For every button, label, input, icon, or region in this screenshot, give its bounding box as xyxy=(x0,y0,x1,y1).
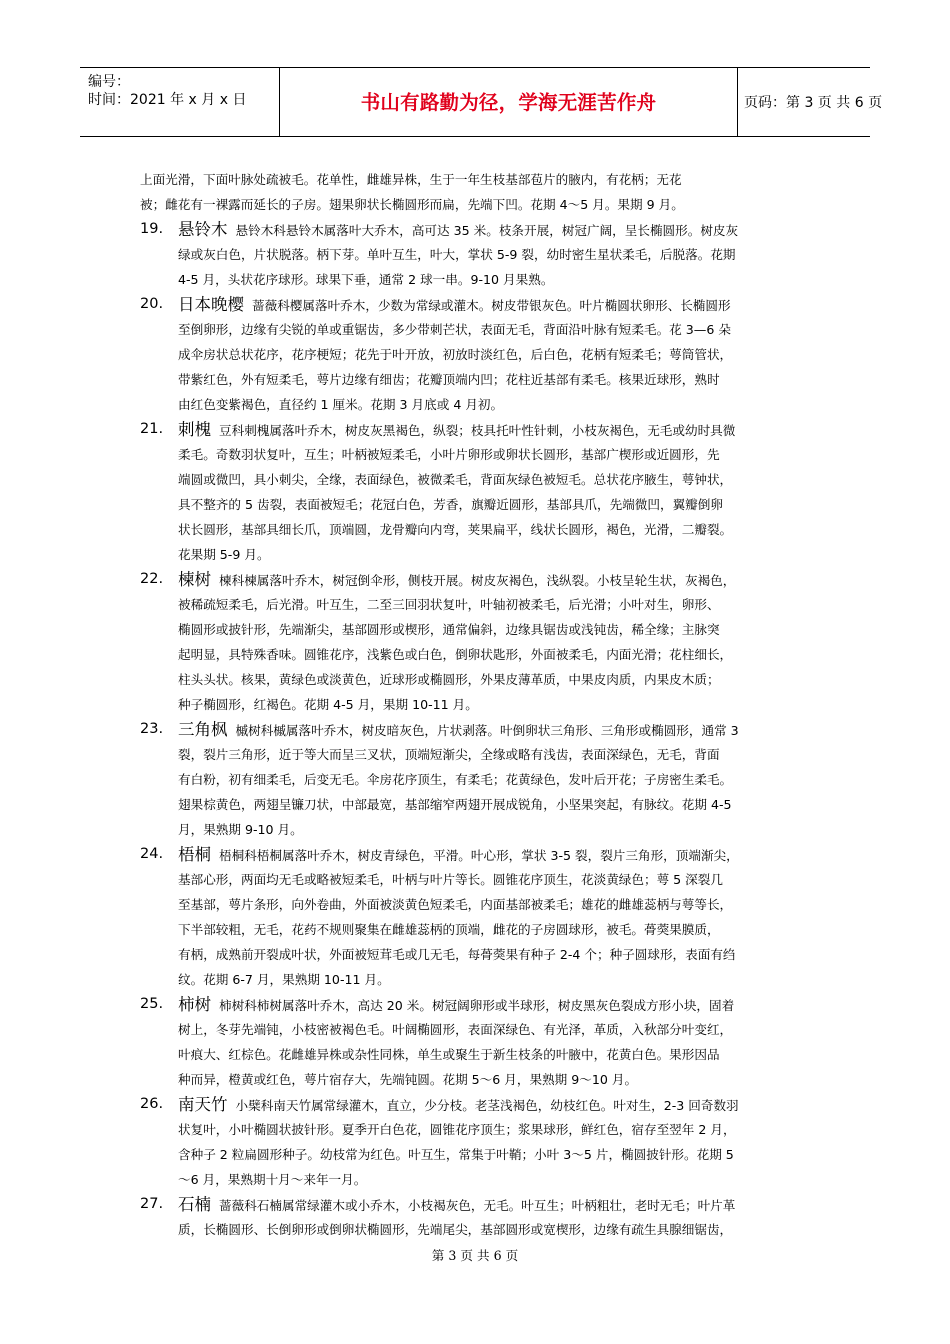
plant-entry xyxy=(140,1092,840,1192)
header-meta-cell xyxy=(80,68,280,136)
entry-first-line xyxy=(178,567,840,592)
header-motto-cell xyxy=(280,68,738,136)
plant-entry xyxy=(140,567,840,717)
plant-entry xyxy=(140,217,840,292)
entry-number: 23. xyxy=(140,721,164,737)
plant-entry xyxy=(140,992,840,1092)
entry-description-start: 楝科楝属落叶乔木，树冠倒伞形，侧枝开展。树皮灰褐色，浅纵裂。小枝呈轮生状，灰褐色， xyxy=(219,573,736,588)
entry-description-start: 柿树科柿树属落叶乔木，高达 20 米。树冠阔卵形或半球形，树皮黑灰色裂成方形小块，固着 xyxy=(219,998,735,1013)
entry-first-line xyxy=(178,1092,840,1117)
entry-description-line: 翅果棕黄色，两翅呈镰刀状，中部最宽，基部缩窄两翅开展成锐角，小坚果突起，有脉纹。花期 4-5 xyxy=(178,797,732,812)
entry-description-line: 种而异，橙黄或红色，萼片宿存大，先端钝圆。花期 5～6 月，果熟期 9～10 月。 xyxy=(178,1072,638,1087)
entry-description-start: 豆科刺槐属落叶乔木，树皮灰黑褐色，纵裂；枝具托叶性针刺，小枝灰褐色，无毛或幼时具微 xyxy=(219,423,736,438)
entry-first-line xyxy=(178,417,840,442)
plant-name: 楝树 xyxy=(178,570,211,589)
entry-first-line xyxy=(178,717,840,742)
entry-number: 24. xyxy=(140,846,164,862)
entry-description-line: 由红色变紫褐色，直径约 1 厘米。花期 3 月底或 4 月初。 xyxy=(178,397,504,412)
date-label: 时间：2021 年 x 月 x 日 xyxy=(88,92,247,108)
entry-description-line: 具不整齐的 5 齿裂，表面被短毛；花冠白色，芳香，旗瓣近圆形，基部具爪，先端微凹，翼瓣倒卵 xyxy=(178,497,723,512)
entry-body xyxy=(178,717,840,842)
entry-description-line: 有柄，成熟前开裂成叶状，外面被短茸毛或几无毛，每蓇葖果有种子 2-4 个；种子圆球形，表面有绉 xyxy=(178,947,736,962)
entry-description-line: 成伞房状总状花序，花序梗短；花先于叶开放，初放时淡红色，后白色，花柄有短柔毛；萼筒管状， xyxy=(178,347,733,362)
entry-first-line xyxy=(178,217,840,242)
entry-description-line: 含种子 2 粒扁圆形种子。幼枝常为红色。叶互生，常集于叶鞘；小叶 3～5 片，椭圆披针形。花期 5 xyxy=(178,1147,734,1162)
entry-description-line: 花果期 5-9 月。 xyxy=(178,547,270,562)
entry-description-line: 下半部较粗，无毛，花药不规则聚集在雌雄蕊柄的顶端，雌花的子房圆球形，被毛。蓇葖果膜质， xyxy=(178,922,720,937)
entry-description-line: 带紫红色，外有短柔毛，萼片边缘有细齿；花瓣顶端内凹；花柱近基部有柔毛。核果近球形，熟时 xyxy=(178,372,720,387)
entry-description-line: 纹。花期 6-7 月，果熟期 10-11 月。 xyxy=(178,972,390,987)
entry-body xyxy=(178,567,840,717)
entry-first-line xyxy=(178,842,840,867)
entry-first-line xyxy=(178,992,840,1017)
entry-description-line: 裂，裂片三角形，近于等大而呈三叉状，顶端短渐尖，全缘或略有浅齿，表面深绿色，无毛，背面 xyxy=(178,747,720,762)
entry-first-line xyxy=(178,1192,840,1217)
entry-description-start: 悬铃木科悬铃木属落叶大乔木，高可达 35 米。枝条开展，树冠广阔，呈长椭圆形。树皮灰 xyxy=(235,223,739,238)
entry-description-start: 小檗科南天竹属常绿灌木，直立，少分枝。老茎浅褐色，幼枝红色。叶对生，2-3 回奇数羽 xyxy=(235,1098,739,1113)
entry-description-line: 椭圆形或披针形，先端渐尖，基部圆形或楔形，通常偏斜，边缘具锯齿或浅钝齿，稀全缘；主脉突 xyxy=(178,622,720,637)
plant-entry xyxy=(140,292,840,417)
plant-name: 三角枫 xyxy=(178,720,228,739)
plant-name: 石楠 xyxy=(178,1195,211,1214)
entry-first-line xyxy=(178,292,840,317)
entry-description-line: 种子椭圆形，红褐色。花期 4-5 月，果期 10-11 月。 xyxy=(178,697,478,712)
entry-description-line: 起明显，具特殊香味。圆锥花序，浅紫色或白色，倒卵状匙形，外面被柔毛，内面光滑；花柱细长， xyxy=(178,647,733,662)
document-body xyxy=(140,167,840,1242)
entry-number: 20. xyxy=(140,296,164,312)
plant-name: 刺槐 xyxy=(178,420,211,439)
entry-description-line: 基部心形，两面均无毛或略被短柔毛，叶柄与叶片等长。圆锥花序顶生，花淡黄绿色；萼 5 深裂几 xyxy=(178,872,723,887)
entry-description-line: 被稀疏短柔毛，后光滑。叶互生，二至三回羽状复叶，叶轴初被柔毛，后光滑；小叶对生，卵形、 xyxy=(178,597,720,612)
entry-body xyxy=(178,1092,840,1192)
entry-description-line: ～6 月，果熟期十月～来年一月。 xyxy=(178,1172,367,1187)
entry-description-line: 质，长椭圆形、长倒卵形或倒卵状椭圆形，先端尾尖，基部圆形或宽楔形，边缘有疏生具腺细锯齿， xyxy=(178,1222,733,1237)
entry-description-line: 月，果熟期 9-10 月。 xyxy=(178,822,303,837)
entry-body xyxy=(178,217,840,292)
entry-description-start: 槭树科槭属落叶乔木，树皮暗灰色，片状剥落。叶倒卵状三角形、三角形或椭圆形，通常 3 xyxy=(235,723,739,738)
entry-description-line: 绿或灰白色，片状脱落。柄下芽。单叶互生，叶大，掌状 5-9 裂，幼时密生星状柔毛，后脱落。花期 xyxy=(178,247,736,262)
entry-description-line: 树上，冬芽先端钝，小枝密被褐色毛。叶阔椭圆形，表面深绿色、有光泽，革质，入秋部分叶变红， xyxy=(178,1022,733,1037)
plant-name: 日本晚樱 xyxy=(178,295,244,314)
plant-name: 梧桐 xyxy=(178,845,211,864)
entry-description-line: 柱头头状。核果，黄绿色或淡黄色，近球形或椭圆形，外果皮薄革质，中果皮肉质，内果皮木质； xyxy=(178,672,720,687)
entry-description-line: 状复叶，小叶椭圆状披针形。夏季开白色花，圆锥花序顶生；浆果球形，鲜红色，宿存至翌年 2 月， xyxy=(178,1122,736,1137)
intro-line: 被；雌花有一裸露而延长的子房。翅果卵状长椭圆形而扁，先端下凹。花期 4～5 月。果期 9 月。 xyxy=(140,197,684,212)
entry-number: 19. xyxy=(140,221,164,237)
entry-description-start: 蔷薇科石楠属常绿灌木或小乔木，小枝褐灰色，无毛。叶互生；叶柄粗壮，老时无毛；叶片革 xyxy=(219,1198,736,1213)
header-table xyxy=(80,67,883,137)
page-footer: 第 3 页 共 6 页 xyxy=(431,1248,519,1263)
entry-number: 21. xyxy=(140,421,164,437)
entry-body xyxy=(178,1192,840,1242)
plant-name: 柿树 xyxy=(178,995,211,1014)
entry-number: 27. xyxy=(140,1196,164,1212)
page-number-label: 页码：第 3 页 共 6 页 xyxy=(744,95,883,111)
entry-number: 25. xyxy=(140,996,164,1012)
plant-entry xyxy=(140,417,840,567)
plant-entry xyxy=(140,717,840,842)
entry-body xyxy=(178,842,840,992)
plant-name: 南天竹 xyxy=(178,1095,228,1114)
entry-description-line: 有白粉，初有细柔毛，后变无毛。伞房花序顶生，有柔毛；花黄绿色，发叶后开花；子房密生柔毛。 xyxy=(178,772,733,787)
document-number-label: 编号： xyxy=(88,74,130,90)
entry-description-line: 端圆或微凹，具小刺尖，全缘，表面绿色，被微柔毛，背面灰绿色被短毛。总状花序腋生，萼钟状， xyxy=(178,472,733,487)
entry-number: 22. xyxy=(140,571,164,587)
entry-body xyxy=(178,992,840,1092)
plant-entry xyxy=(140,1192,840,1242)
entry-body xyxy=(178,417,840,567)
entry-number: 26. xyxy=(140,1096,164,1112)
entry-description-line: 至基部，萼片条形，向外卷曲，外面被淡黄色短柔毛，内面基部被柔毛；雄花的雌雄蕊柄与萼等长， xyxy=(178,897,733,912)
motto-text: 书山有路勤为径，学海无涯苦作舟 xyxy=(360,91,657,114)
entry-body xyxy=(178,292,840,417)
entry-description-line: 柔毛。奇数羽状复叶，互生；叶柄被短柔毛，小叶片卵形或卵状长圆形，基部广楔形或近圆形，先 xyxy=(178,447,720,462)
entry-description-line: 叶痕大、红棕色。花雌雄异株或杂性同株，单生或聚生于新生枝条的叶腋中，花黄白色。果形因品 xyxy=(178,1047,720,1062)
entry-description-start: 蔷薇科樱属落叶乔木，少数为常绿或灌木。树皮带银灰色。叶片椭圆状卵形、长椭圆形 xyxy=(252,298,731,313)
header-page-cell xyxy=(738,68,883,136)
plant-name: 悬铃木 xyxy=(178,220,228,239)
entry-description-line: 状长圆形，基部具细长爪，顶端圆，龙骨瓣向内弯，荚果扁平，线状长圆形，褐色，光滑，二瓣裂。 xyxy=(178,522,733,537)
entry-description-start: 梧桐科梧桐属落叶乔木，树皮青绿色，平滑。叶心形，掌状 3-5 裂，裂片三角形，顶端渐尖， xyxy=(219,848,739,863)
entry-description-line: 4-5 月，头状花序球形。球果下垂，通常 2 球一串。9-10 月果熟。 xyxy=(178,272,554,287)
intro-line: 上面光滑，下面叶脉处疏被毛。花单性，雌雄异株，生于一年生枝基部苞片的腋内，有花柄；无花 xyxy=(140,172,682,187)
entry-description-line: 至倒卵形，边缘有尖锐的单或重锯齿，多少带刺芒状，表面无毛，背面沿叶脉有短柔毛。花 3—6 朵 xyxy=(178,322,731,337)
plant-entry xyxy=(140,842,840,992)
